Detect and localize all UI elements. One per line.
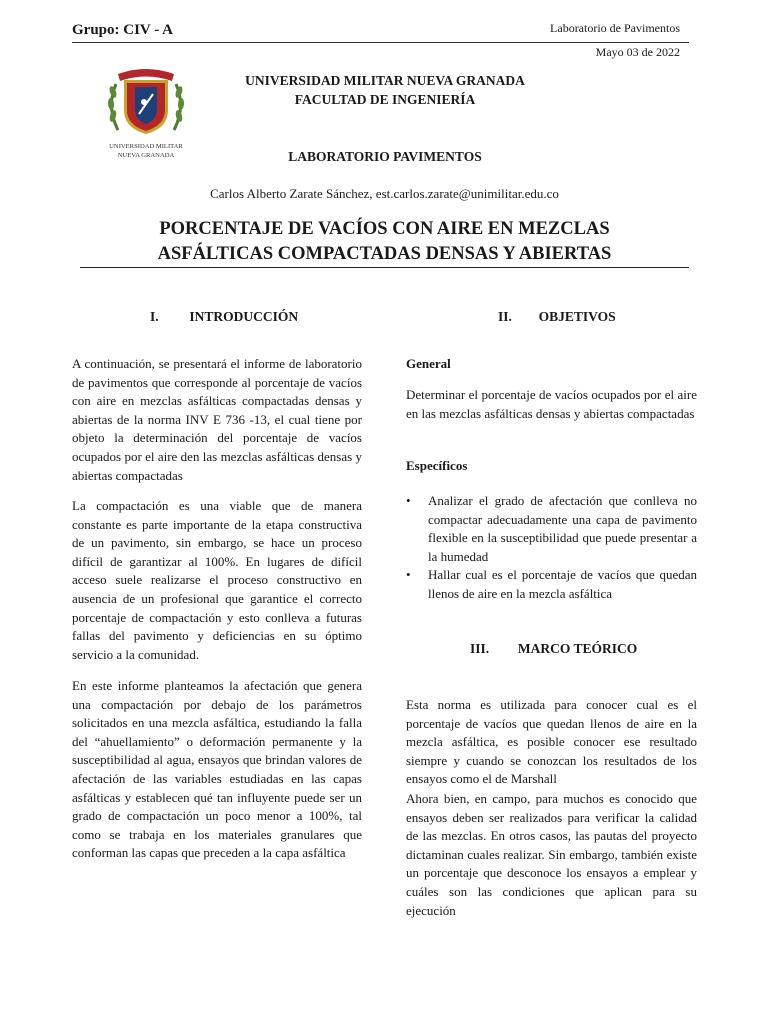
bullet-icon: • xyxy=(406,493,411,508)
objectives-heading-text: OBJETIVOS xyxy=(538,309,616,324)
svg-text:NUEVA GRANADA: NUEVA GRANADA xyxy=(117,152,175,159)
theory-heading-number: III. xyxy=(470,641,490,656)
list-item xyxy=(406,492,697,566)
intro-heading xyxy=(150,309,298,325)
objectives-heading xyxy=(498,309,616,325)
university-name: UNIVERSIDAD MILITAR NUEVA GRANADA xyxy=(245,73,525,88)
paper-title-line2: ASFÁLTICAS COMPACTADAS DENSAS Y ABIERTAS xyxy=(157,244,612,264)
intro-paragraph-2: La compactación es una viable que de manera constante es parte importante de la etapa constructiva de un pavimento, sin embargo, se hace un proceso difícil de garantizar al 100%. En lugares de difícil acceso suele realizarse el proceso constructivo en ausencia de un profesional que garantice el correcto porcentaje de compactación y esto conlleva a futuras fallas del pavimento y deficiencias en su óptimo servicio a la comunidad. xyxy=(72,498,362,662)
intro-heading-number: I. xyxy=(150,309,159,324)
general-subheading: General xyxy=(406,356,451,371)
list-item-text: Hallar cual es el porcentaje de vacíos que quedan llenos de aire en la mezcla asfáltica xyxy=(428,567,697,601)
intro-paragraph-1: A continuación, se presentará el informe de laboratorio de pavimentos que corresponde al porcentaje de vacíos con aire en mezclas asfálticas compactadas densas y abiertas de la norma INV E 736 -13, el cual tiene por objeto la determinación del porcentaje de vacíos ocupados por el aire den las mezclas asfálticas densas y abiertas compactadas xyxy=(72,356,362,483)
svg-text:UNIVERSIDAD MILITAR: UNIVERSIDAD MILITAR xyxy=(109,143,183,150)
theory-heading-text: MARCO TEÓRICO xyxy=(517,641,638,656)
intro-paragraph-3: En este informe planteamos la afectación que genera una compactación por debajo de los parámetros solicitados en una mezcla asfáltica, estudiando la falla del “ahuellamiento” o deformación permanente y la susceptibilidad al agua, ensayos que brindan valores de afectación de las variables estudiadas en las capas asfálticas y establecen qué tan influyente puede ser un grado de compactación un poco menor a 100%, tal como se trabaja en los materiales granulares que conforman las capas que preceden a la capa asfáltica xyxy=(72,678,362,861)
theory-paragraph-1: Esta norma es utilizada para conocer cual es el porcentaje de vacíos que quedan llenos de aire en la mezcla asfáltica, es posible conocer ese resultado siempre y cuando se conozcan los resultados de los ensayos como el de Marshall xyxy=(406,697,697,787)
header-lab-name: Laboratorio de Pavimentos xyxy=(550,21,680,35)
theory-paragraph-2: Ahora bien, en campo, para muchos es conocido que ensayos deben ser realizados para verificar la calidad de las mezclas. En otros casos, las pautas del proyecto dictaminan cuales realizar. Sin embargo, también existe un porcentaje que desconoce los ensayos a emplear y cuáles son las condiciones que aplican para su ejecución xyxy=(406,791,697,918)
lab-title: LABORATORIO PAVIMENTOS xyxy=(288,149,482,164)
intro-heading-text: INTRODUCCIÓN xyxy=(189,309,299,324)
paper-title-line1: PORCENTAJE DE VACÍOS CON AIRE EN MEZCLAS xyxy=(159,219,610,239)
general-objective-text: Determinar el porcentaje de vacíos ocupados por el aire en las mezclas asfálticas densas y abiertas compactadas xyxy=(406,387,697,421)
list-item-text: Analizar el grado de afectación que conlleva no compactar adecuadamente una capa de pavimento flexible en la susceptibilidad que puede presentar a la humedad xyxy=(428,493,697,564)
list-item xyxy=(406,566,697,603)
faculty-name: FACULTAD DE INGENIERÍA xyxy=(294,92,476,107)
author-line: Carlos Alberto Zarate Sánchez, est.carlos.zarate@unimilitar.edu.co xyxy=(210,186,559,201)
theory-heading xyxy=(470,641,637,657)
header-date: Mayo 03 de 2022 xyxy=(595,45,680,59)
bullet-icon: • xyxy=(406,567,411,583)
specific-subheading: Específicos xyxy=(406,458,468,473)
group-label: Grupo: CIV - A xyxy=(72,22,173,38)
university-logo xyxy=(104,62,188,162)
header-divider xyxy=(72,42,689,43)
objectives-heading-number: II. xyxy=(498,309,512,324)
paper-title xyxy=(72,217,697,267)
specific-objectives-list xyxy=(406,492,697,604)
university-crest-icon xyxy=(104,62,188,162)
title-divider xyxy=(80,267,689,268)
